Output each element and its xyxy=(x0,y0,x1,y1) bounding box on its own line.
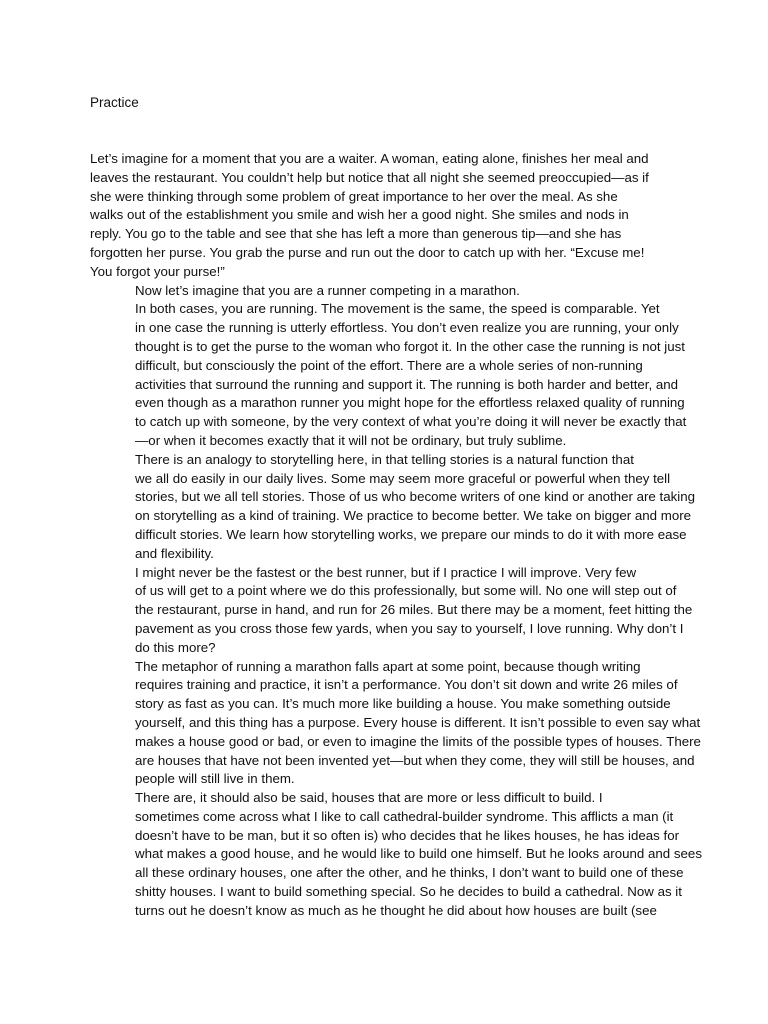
paragraph xyxy=(90,282,690,301)
text-line: I might never be the fastest or the best runner, but if I practice I will improve. Very few xyxy=(135,564,637,580)
text-line: —or when it becomes exactly that it will not be ordinary, but truly sublime. xyxy=(135,432,567,448)
text-line: do this more? xyxy=(135,639,216,655)
text-line: Now let’s imagine that you are a runner competing in a marathon. xyxy=(135,282,520,298)
text-line: shitty houses. I want to build something special. So he decides to build a cathedral. Now as it xyxy=(135,884,682,900)
text-line: on storytelling as a kind of training. We practice to become better. We take on bigger and more xyxy=(135,508,692,524)
text-line: The metaphor of running a marathon falls apart at some point, because though writing xyxy=(135,658,641,674)
text-line: You forgot your purse!” xyxy=(90,263,225,279)
text-line: sometimes come across what I like to call cathedral-builder syndrome. This afflicts a man (it xyxy=(135,808,674,824)
text-line: of us will get to a point where we do this professionally, but some will. No one will step out of xyxy=(135,583,677,599)
paragraph xyxy=(90,451,695,564)
paragraph xyxy=(90,300,690,450)
text-line: story as fast as you can. It’s much more like building a house. You make something outside xyxy=(135,696,671,712)
text-line: requires training and practice, it isn’t a performance. You don’t sit down and write 26 miles of xyxy=(135,677,678,693)
text-line: In both cases, you are running. The movement is the same, the speed is comparable. Yet xyxy=(135,301,660,317)
text-line: even though as a marathon runner you might hope for the effortless relaxed quality of running xyxy=(135,395,685,411)
paragraph xyxy=(90,150,690,282)
paragraph xyxy=(90,658,701,790)
text-line: people will still live in them. xyxy=(135,771,295,787)
text-line: walks out of the establishment you smile and wish her a good night. She smiles and nods in xyxy=(90,207,629,223)
text-line: activities that surround the running and support it. The running is both harder and better, and xyxy=(135,376,679,392)
text-line: turns out he doesn’t know as much as he thought he did about how houses are built (see xyxy=(135,902,657,918)
text-line: Let’s imagine for a moment that you are a waiter. A woman, eating alone, finishes her meal and xyxy=(90,151,649,166)
text-line: forgotten her purse. You grab the purse and run out the door to catch up with her. “Excuse me! xyxy=(90,244,645,260)
text-line: and flexibility. xyxy=(135,545,214,561)
text-line: There are, it should also be said, houses that are more or less difficult to build. I xyxy=(135,790,603,806)
text-line: difficult, but consciously the point of the effort. There are a whole series of non-running xyxy=(135,357,643,373)
text-line: what makes a good house, and he would like to build one himself. But he looks around and sees xyxy=(135,846,702,862)
document-title: Practice xyxy=(90,95,139,110)
paragraph xyxy=(90,789,702,921)
text-line: the restaurant, purse in hand, and run for 26 miles. But there may be a moment, feet hitting the xyxy=(135,602,693,618)
text-line: There is an analogy to storytelling here, in that telling stories is a natural function that xyxy=(135,451,634,467)
text-line: pavement as you cross those few yards, when you say to yourself, I love running. Why don’t I xyxy=(135,620,684,636)
text-line: difficult stories. We learn how storytelling works, we prepare our minds to do it with more ease xyxy=(135,526,687,542)
document-body xyxy=(90,150,702,921)
text-line: makes a house good or bad, or even to imagine the limits of the possible types of houses. There xyxy=(135,733,701,749)
text-line: doesn’t have to be man, but it so often is) who decides that he likes houses, he has ideas for xyxy=(135,827,680,843)
text-line: reply. You go to the table and see that she has left a more than generous tip—and she has xyxy=(90,226,622,242)
paragraph xyxy=(90,564,693,658)
text-line: are houses that have not been invented yet—but when they come, they will still be houses, and xyxy=(135,752,695,768)
text-line: thought is to get the purse to the woman who forgot it. In the other case the running is not just xyxy=(135,338,685,354)
text-line: to catch up with someone, by the very context of what you’re doing it will never be exactly that xyxy=(135,414,687,430)
text-line: stories, but we all tell stories. Those of us who become writers of one kind or another are taking xyxy=(135,489,695,505)
text-line: leaves the restaurant. You couldn’t help but notice that all night she seemed preoccupied—as if xyxy=(90,169,649,185)
text-line: we all do easily in our daily lives. Some may seem more graceful or powerful when they tell xyxy=(135,470,671,486)
text-line: she were thinking through some problem of great importance to her over the meal. As she xyxy=(90,188,618,204)
text-line: all these ordinary houses, one after the other, and he thinks, I don’t want to build one of these xyxy=(135,865,684,881)
text-line: in one case the running is utterly effortless. You don’t even realize you are running, your only xyxy=(135,320,679,336)
text-line: yourself, and this thing has a purpose. Every house is different. It isn’t possible to even say what xyxy=(135,714,701,730)
